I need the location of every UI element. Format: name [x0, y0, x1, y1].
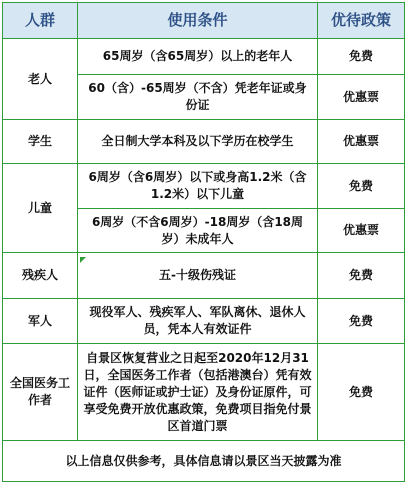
- policy-cell-free: 免费: [318, 39, 405, 75]
- policy-cell-free: 免费: [318, 253, 405, 299]
- group-cell-disabled: 残疾人: [3, 253, 78, 299]
- group-cell-children: 儿童: [3, 164, 78, 253]
- table-row: [3, 299, 405, 344]
- footer-row: [3, 441, 405, 482]
- condition-cell: 五-十级伤残证: [78, 253, 318, 299]
- condition-cell: 65周岁（含65周岁）以上的老年人: [78, 39, 318, 75]
- group-cell-medical-workers: 全国医务工作者: [3, 344, 78, 441]
- condition-cell: 6周岁（不含6周岁）-18周岁（含18周岁）未成年人: [78, 209, 318, 253]
- policy-cell-preferential: 优惠票: [318, 75, 405, 120]
- header-policy: 优待政策: [318, 3, 405, 39]
- table-row: [3, 344, 405, 441]
- policy-cell-preferential: 优惠票: [318, 120, 405, 164]
- table-row: [3, 120, 405, 164]
- policy-cell-free: 免费: [318, 344, 405, 441]
- condition-cell: 自景区恢复营业之日起至2020年12月31日，全国医务工作者（包括港澳台）凭有效证件（医师证或护士证）及身份证原件，可享受免费开放优惠政策，免费项目指免付景区首道门票: [78, 344, 318, 441]
- condition-cell: 60（含）-65周岁（不含）凭老年证或身份证: [78, 75, 318, 120]
- cell-comment-marker: [80, 257, 86, 263]
- group-cell-elderly: 老人: [3, 39, 78, 120]
- policy-cell-free: 免费: [318, 299, 405, 344]
- table-row: [3, 39, 405, 75]
- header-condition: 使用条件: [78, 3, 318, 39]
- policy-table: [2, 2, 405, 482]
- policy-cell-free: 免费: [318, 164, 405, 209]
- group-cell-student: 学生: [3, 120, 78, 164]
- header-group: 人群: [3, 3, 78, 39]
- policy-cell-preferential: 优惠票: [318, 209, 405, 253]
- group-cell-military: 军人: [3, 299, 78, 344]
- footer-note: 以上信息仅供参考，具体信息请以景区当天披露为准: [3, 441, 405, 482]
- condition-cell: 现役军人、残疾军人、军队离休、退休人员，凭本人有效证件: [78, 299, 318, 344]
- table-row: [3, 253, 405, 299]
- header-row: [3, 3, 405, 39]
- table-row: [3, 164, 405, 209]
- condition-cell: 6周岁（含6周岁）以下或身高1.2米（含1.2米）以下儿童: [78, 164, 318, 209]
- condition-cell: 全日制大学本科及以下学历在校学生: [78, 120, 318, 164]
